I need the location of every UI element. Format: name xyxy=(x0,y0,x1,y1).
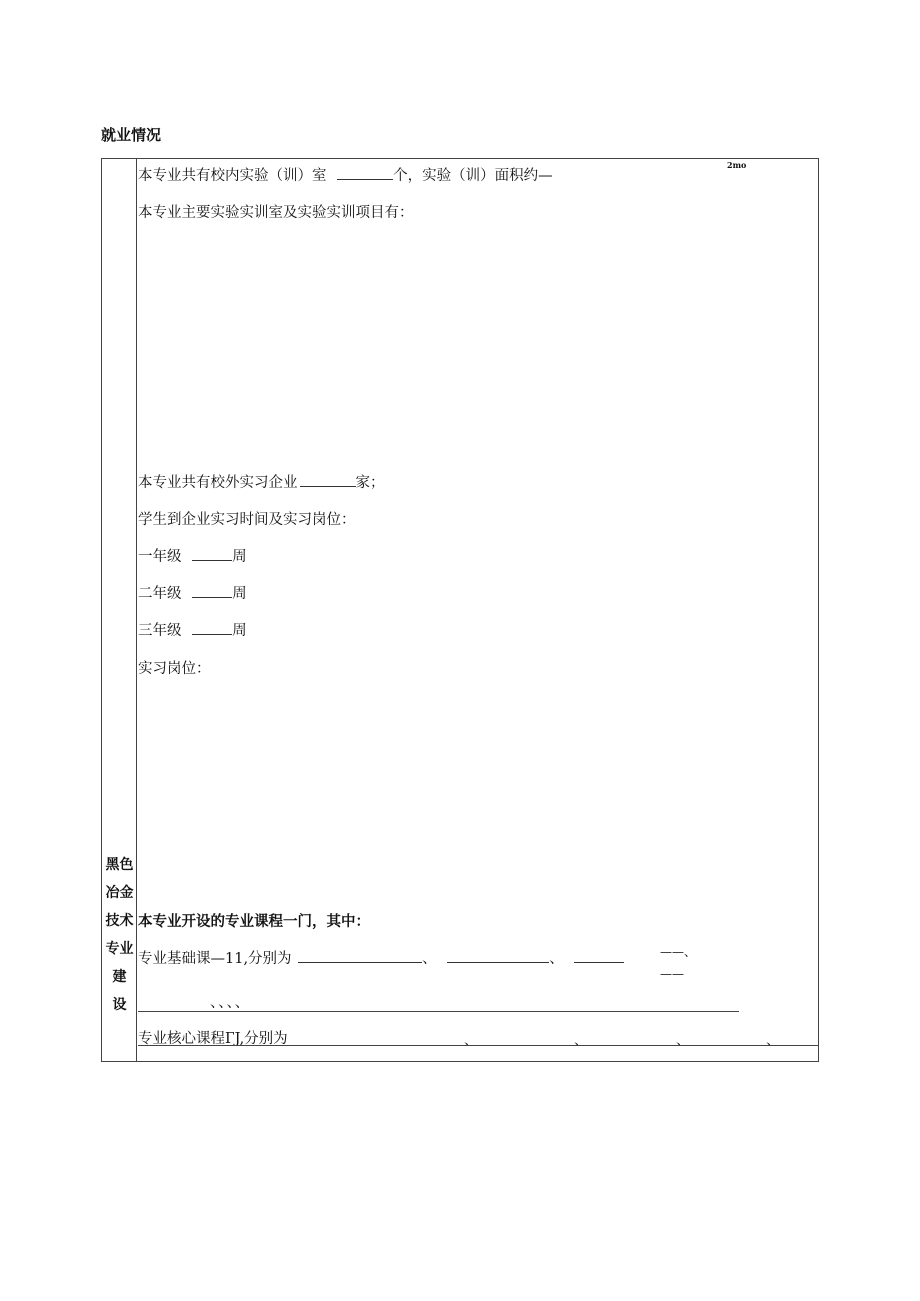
grade-line xyxy=(138,545,247,566)
left-label-line: 设 xyxy=(112,997,127,1013)
separator: 、 xyxy=(549,951,564,967)
lab-count-label: 本专业共有校内实验（训）室 xyxy=(138,168,327,184)
basic-course-tail: —— xyxy=(660,967,684,981)
left-label-line: 黑色 xyxy=(105,857,134,873)
grade-unit: 周 xyxy=(232,623,247,639)
positions-title: 实习岗位： xyxy=(138,661,211,677)
lab-count-blank[interactable] xyxy=(337,167,393,180)
left-label-line: 专业 xyxy=(105,941,134,957)
left-label-line: 冶金 xyxy=(105,885,134,901)
company-count-unit: 家； xyxy=(355,475,385,491)
grade-weeks-blank[interactable] xyxy=(192,548,232,561)
separator: 、 xyxy=(422,951,437,967)
grade-weeks-blank[interactable] xyxy=(192,585,232,598)
left-column xyxy=(102,159,137,1061)
grade-line xyxy=(138,619,247,640)
row-underline xyxy=(138,1011,739,1012)
company-count-label: 本专业共有校外实习企业 xyxy=(138,475,298,491)
courses-intro: 本专业开设的专业课程一门，其中： xyxy=(138,914,370,930)
grade-unit: 周 xyxy=(232,586,247,602)
internship-time-title: 学生到企业实习时间及实习岗位： xyxy=(138,512,356,528)
separator: 、 xyxy=(464,1033,479,1049)
area-unit: 2mo xyxy=(727,160,747,170)
row-divider xyxy=(138,1045,819,1046)
company-count-blank[interactable] xyxy=(300,474,356,487)
grade-label: 三年级 xyxy=(138,623,182,639)
grade-unit: 周 xyxy=(232,549,247,565)
left-label-line: 建 xyxy=(112,969,127,985)
left-label-line: 技术 xyxy=(105,913,134,929)
grade-label: 一年级 xyxy=(138,549,182,565)
lab-projects-label: 本专业主要实验实训室及实验实训项目有： xyxy=(138,205,414,221)
separator: 、 xyxy=(676,1033,691,1049)
basic-courses-line xyxy=(138,947,624,968)
basic-courses-row2: 、、、、 xyxy=(210,995,251,1011)
grade-label: 二年级 xyxy=(138,586,182,602)
company-count-line xyxy=(138,471,385,492)
grade-line xyxy=(138,582,247,603)
grade-weeks-blank[interactable] xyxy=(192,622,232,635)
lab-count-line xyxy=(138,164,553,185)
left-label xyxy=(102,851,137,1019)
lab-area-label: 个，实验（训）面积约— xyxy=(393,168,553,184)
form-table xyxy=(101,158,819,1062)
basic-course-tail: ——、 xyxy=(660,945,697,959)
core-courses-label: 专业核心课程ГJ,分别为 xyxy=(138,1031,288,1047)
separator: 、 xyxy=(574,1033,589,1049)
separator: 、 xyxy=(766,1033,781,1049)
basic-courses-label: 专业基础课—11,分别为 xyxy=(138,951,292,967)
basic-course-blank[interactable] xyxy=(298,950,422,963)
section-title: 就业情况 xyxy=(101,126,162,144)
basic-course-blank[interactable] xyxy=(447,950,549,963)
basic-course-blank[interactable] xyxy=(574,950,624,963)
